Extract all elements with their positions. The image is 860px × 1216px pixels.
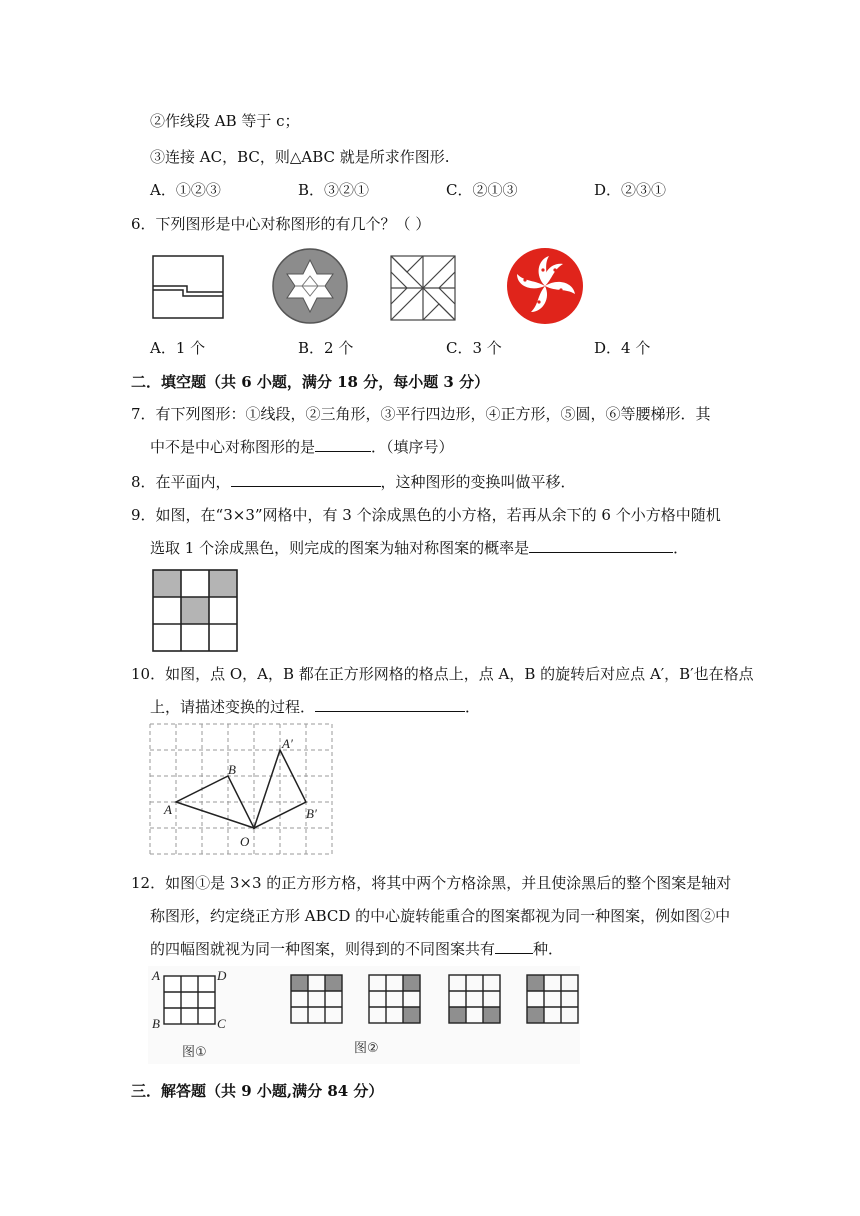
corner-a: A	[152, 968, 160, 983]
q8-answer-blank[interactable]	[231, 472, 381, 487]
q7-line1: 7．有下列图形：①线段，②三角形，③平行四边形，④正方形，⑤圆，⑥等腰梯形．其	[131, 405, 711, 423]
q6-option-a: A．1 个	[150, 339, 206, 357]
q6-option-c: C．3 个	[446, 339, 502, 357]
q12-line2: 称图形，约定绕正方形 ABCD 的中心旋转能重合的图案都视为同一种图案，例如图②中	[150, 907, 731, 925]
q10-text-a: 上，请描述变换的过程．	[150, 698, 316, 716]
q12-line1: 12．如图①是 3×3 的正方形方格，将其中两个方格涂黑，并且使涂黑后的整个图案是轴对	[131, 874, 732, 892]
q5-option-c: C．②①③	[446, 181, 518, 199]
q8-text-a: 8．在平面内，	[131, 473, 231, 491]
q7-text-a: 中不是中心对称图形的是	[150, 438, 316, 456]
q10-rotation-figure	[148, 722, 334, 858]
q9-shaded-cell	[153, 570, 181, 597]
q12-figure1-grid	[164, 976, 215, 1024]
q6-option-d: D．4 个	[594, 339, 651, 357]
q12-text-b: 种．	[533, 940, 564, 958]
corner-b: B	[152, 1016, 160, 1031]
q9-grid-figure	[150, 567, 240, 655]
label-o: O	[240, 834, 250, 849]
q9-text-a: 选取 1 个涂成黑色，则完成的图案为轴对称图案的概率是	[150, 539, 530, 557]
q7-line2	[150, 437, 454, 457]
label-b: B	[228, 762, 236, 777]
q5-option-a: A．①②③	[150, 181, 221, 199]
corner-c: C	[217, 1016, 226, 1031]
q12-line3	[150, 939, 563, 959]
section3-title: 三．解答题（共 9 小题,满分 84 分）	[131, 1082, 384, 1100]
q7-answer-blank[interactable]	[315, 437, 371, 452]
q6-figure-bauhinia	[507, 248, 583, 324]
q5-step2: ②作线段 AB 等于 c；	[150, 112, 300, 130]
q6-figure-rect	[153, 256, 223, 318]
label-a: A	[164, 802, 172, 817]
q12-fig1-caption: 图①	[182, 1045, 207, 1060]
section2-title: 二．填空题（共 6 小题，满分 18 分，每小题 3 分）	[131, 373, 490, 391]
q6-figure-pinwheel	[391, 256, 455, 320]
q6-option-b: B．2 个	[298, 339, 354, 357]
q9-line1: 9．如图，在“3×3”网格中，有 3 个涂成黑色的小方格，若再从余下的 6 个小方格中随机	[131, 506, 721, 524]
q9-shaded-cell	[209, 570, 237, 597]
q12-text-a: 的四幅图就视为同一种图案，则得到的不同图案共有	[150, 940, 496, 958]
q5-option-b: B．③②①	[298, 181, 370, 199]
q12-fig2-caption: 图②	[354, 1041, 379, 1056]
q6-stem: 6．下列图形是中心对称图形的有几个？（ ）	[131, 215, 431, 233]
q9-answer-blank[interactable]	[529, 538, 673, 553]
q12-figures	[148, 966, 580, 1064]
q12-answer-blank[interactable]	[495, 939, 533, 954]
q6-figure-star-disc	[273, 249, 347, 323]
q9-line2	[150, 538, 688, 558]
q8-line	[131, 472, 576, 492]
q9-text-b: ．	[673, 539, 689, 557]
q8-text-b: ，这种图形的变换叫做平移．	[380, 473, 576, 491]
q6-figures	[145, 248, 595, 330]
corner-d: D	[217, 968, 227, 983]
q10-line1: 10．如图，点 O，A，B 都在正方形网格的格点上，点 A，B 的旋转后对应点 A′，B′也在格点	[131, 665, 754, 683]
label-a-prime: A′	[282, 736, 293, 751]
q5-step3: ③连接 AC，BC，则△ABC 就是所求作图形.	[150, 148, 450, 166]
q7-text-b: ．（填序号）	[371, 438, 454, 456]
q10-answer-blank[interactable]	[315, 697, 465, 712]
q5-option-d: D．②③①	[594, 181, 667, 199]
q10-line2	[150, 697, 480, 717]
q9-shaded-cell	[181, 597, 209, 624]
label-b-prime: B′	[306, 806, 317, 821]
q10-text-b: ．	[465, 698, 481, 716]
